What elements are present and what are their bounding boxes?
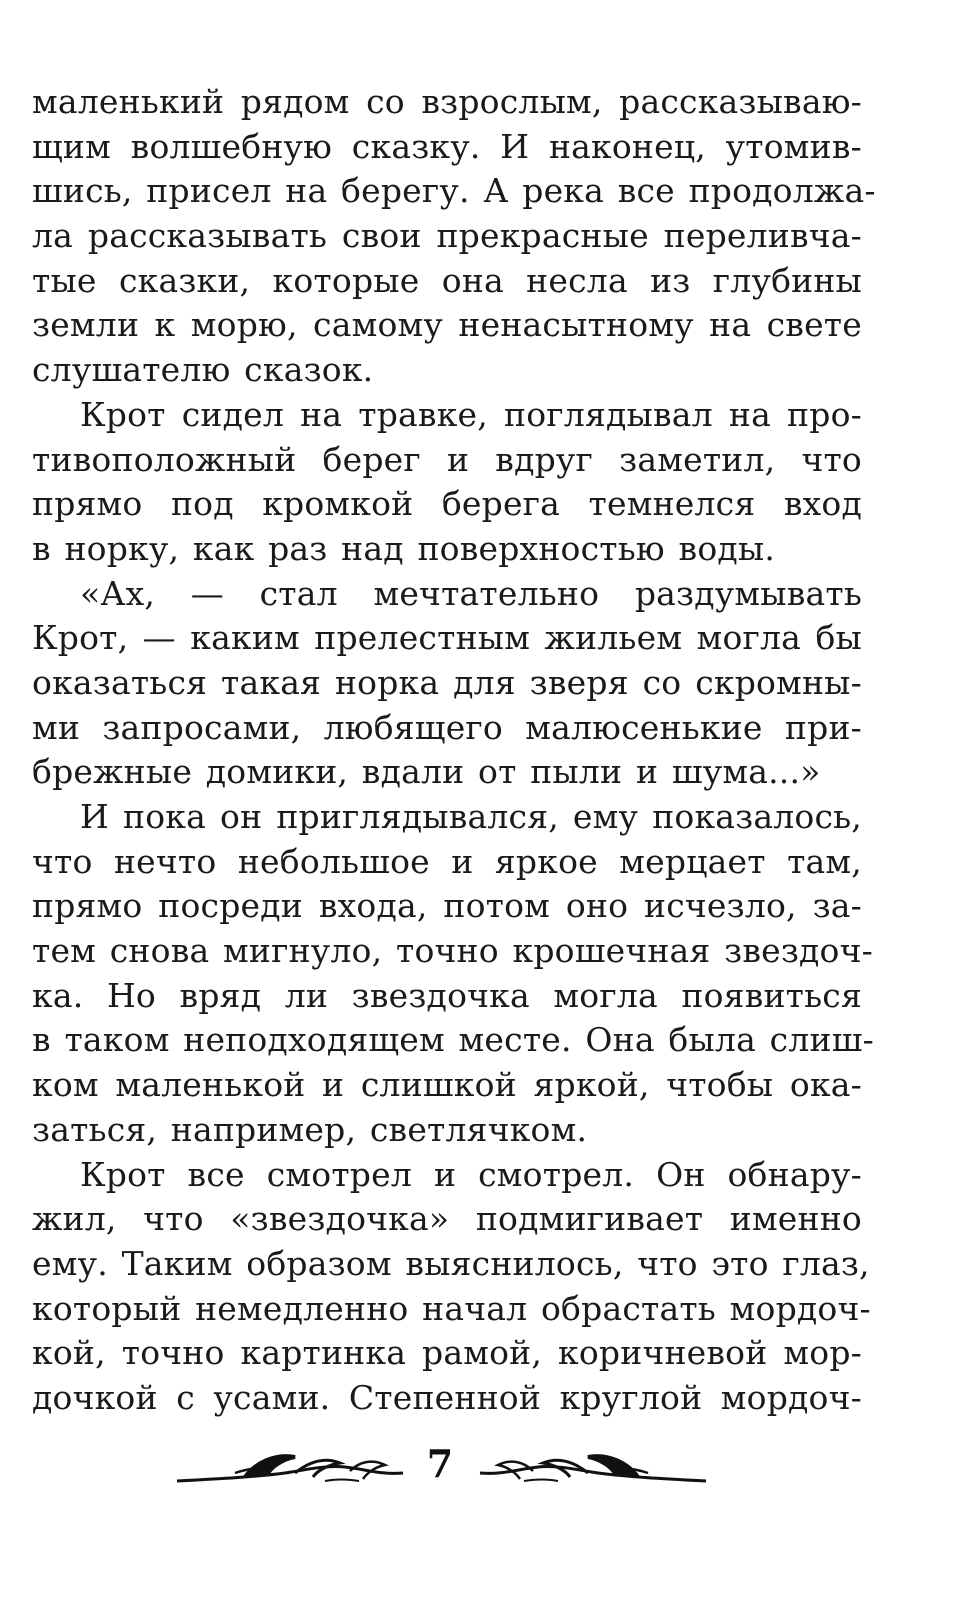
text-line: кой, точно картинка рамой, коричневой мор- — [32, 1333, 862, 1373]
text-line: маленький рядом со взрослым, рассказываю- — [32, 82, 862, 121]
text-line: ка. Но вряд ли звездочка могла появиться — [32, 975, 862, 1015]
ornament-flourish-icon — [478, 1443, 708, 1487]
text-line: который немедленно начал обрастать мордоч- — [32, 1288, 871, 1328]
text-line: ла рассказывать свои прекрасные переливча- — [32, 216, 862, 256]
text-line: щим волшебную сказку. И наконец, утомив- — [32, 126, 862, 166]
page-footer — [0, 1425, 977, 1495]
text-line: оказаться такая норка для зверя со скромны- — [32, 662, 862, 702]
text-line: тем снова мигнуло, точно крошечная звездоч- — [32, 931, 873, 971]
text-line: «Ах, — стал мечтательно раздумывать — [80, 573, 862, 613]
text-line: что нечто небольшое и яркое мерцает там, — [32, 841, 862, 881]
text-line: заться, например, светлячком. — [32, 1109, 588, 1149]
text-line: брежные домики, вдали от пыли и шума...» — [32, 752, 821, 792]
text-line: жил, что «звездочка» подмигивает именно — [32, 1199, 862, 1239]
text-line: ком маленькой и слишкой яркой, чтобы ока- — [32, 1065, 862, 1105]
text-line: прямо посреди входа, потом оно исчезло, за- — [32, 886, 862, 926]
text-line: Крот сидел на травке, поглядывал на про- — [80, 394, 862, 434]
text-line: шись, присел на берегу. А река все продолжа- — [32, 171, 876, 211]
text-line: в таком неподходящем месте. Она была слиш- — [32, 1020, 874, 1060]
text-line: тые сказки, которые она несла из глубины — [32, 260, 862, 300]
text-line: тивоположный берег и вдруг заметил, что — [32, 439, 862, 479]
body-text — [32, 80, 876, 1421]
text-line: И пока он приглядывался, ему показалось, — [80, 797, 862, 836]
text-line: земли к морю, самому ненасытному на свете — [32, 305, 862, 345]
text-line: Крот, — каким прелестным жильем могла бы — [32, 618, 862, 658]
text-line: Крот все смотрел и смотрел. Он обнару- — [80, 1154, 862, 1194]
text-line: прямо под кромкой берега темнелся вход — [32, 484, 862, 524]
text-line: ему. Таким образом выяснилось, что это глаз, — [32, 1243, 870, 1283]
ornament-flourish-icon — [175, 1443, 405, 1487]
text-line: дочкой с усами. Степенной круглой мордоч- — [32, 1377, 862, 1417]
text-line: в норку, как раз над поверхностью воды. — [32, 528, 776, 568]
page-number: 7 — [426, 1441, 454, 1486]
text-line: слушателю сказок. — [32, 350, 374, 390]
text-line: ми запросами, любящего малюсенькие при- — [32, 707, 862, 747]
